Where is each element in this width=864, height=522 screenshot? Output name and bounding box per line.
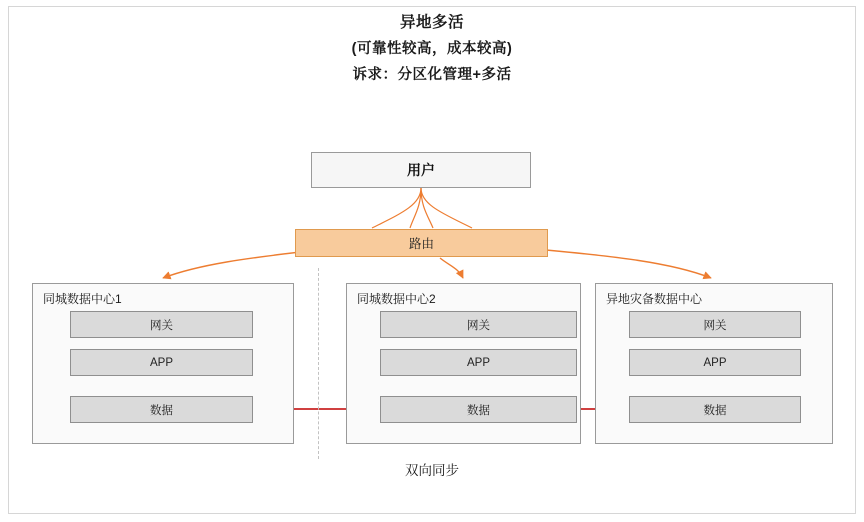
datacenter-3-gateway[interactable]: 网关	[629, 311, 801, 338]
sync-label: 双向同步	[405, 463, 459, 478]
datacenter-3-app[interactable]: APP	[629, 349, 801, 376]
datacenter-1-data[interactable]: 数据	[70, 396, 253, 423]
datacenter-1-app[interactable]: APP	[70, 349, 253, 376]
datacenter-2-gateway[interactable]: 网关	[380, 311, 577, 338]
user-node[interactable]: 用户	[311, 152, 531, 188]
datacenter-3-label: 异地灾备数据中心	[606, 292, 703, 306]
datacenter-2-label: 同城数据中心2	[357, 292, 436, 306]
datacenter-3[interactable]	[595, 283, 833, 444]
title-line-2: (可靠性较高，成本较高)	[351, 41, 513, 57]
title-line-1: 异地多活	[399, 14, 464, 31]
title-line-3: 诉求：分区化管理+多活	[352, 67, 512, 83]
datacenter-1-label: 同城数据中心1	[43, 292, 122, 306]
datacenter-2-app[interactable]: APP	[380, 349, 577, 376]
datacenter-1-gateway[interactable]: 网关	[70, 311, 253, 338]
datacenter-2-data[interactable]: 数据	[380, 396, 577, 423]
region-divider	[318, 268, 319, 459]
datacenter-1[interactable]	[32, 283, 294, 444]
datacenter-3-data[interactable]: 数据	[629, 396, 801, 423]
diagram-title	[0, 10, 864, 88]
datacenter-2[interactable]	[346, 283, 581, 444]
route-node[interactable]: 路由	[295, 229, 548, 257]
